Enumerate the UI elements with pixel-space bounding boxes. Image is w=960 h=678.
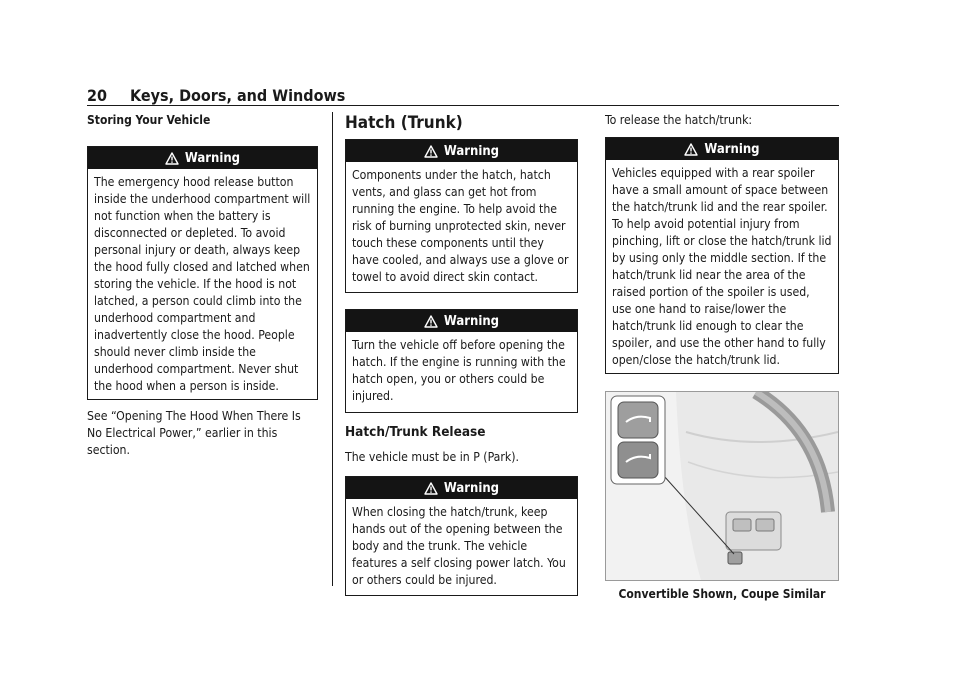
hatch-release-subheading: Hatch/Trunk Release [345,424,486,440]
page-number: 20 [87,86,108,105]
warning-label: Warning [704,141,760,157]
column-divider [332,112,333,586]
warning-label: Warning [443,313,500,329]
warning-label: Warning [184,150,241,166]
see-reference-text: See “Opening The Hood When There Is No Electrical Power,” earlier in this section. [87,409,301,457]
warning-text: Components under the hatch, hatch vents, and glass can get hot from running the engine. To help avoid the risk of burning unprotected skin, never touch these components until they have cooled, and always use a glove or towel to avoid direct skin contact. [352,168,569,284]
column-1 [87,112,318,459]
warning-triangle-icon [424,145,438,158]
warning-box-spoiler [605,137,839,374]
park-requirement-text: The vehicle must be in P (Park). [345,450,519,464]
header-rule [87,105,839,106]
warning-header [346,477,577,499]
warning-box-engine-off [345,309,578,413]
storing-vehicle-subheading: Storing Your Vehicle [87,113,211,127]
hatch-release-figure [605,391,839,581]
warning-header [88,147,317,169]
warning-label: Warning [443,143,500,159]
warning-triangle-icon [424,315,438,328]
column-2 [345,112,578,596]
warning-box-storing [87,146,318,400]
figure-caption: Convertible Shown, Coupe Similar [618,587,826,601]
door-panel-illustration [606,392,838,580]
warning-header [346,310,577,332]
warning-label: Warning [443,480,500,496]
warning-header [346,140,577,162]
release-intro-text: To release the hatch/trunk: [605,113,753,127]
warning-text: Turn the vehicle off before opening the hatch. If the engine is running with the hatch open, you or others could be injured. [352,338,566,403]
warning-box-hot-components [345,139,578,293]
column-3 [605,112,839,601]
warning-header [606,138,838,160]
warning-triangle-icon [684,143,698,156]
warning-text: The emergency hood release button inside the underhood compartment will not function when the battery is disconnected or depleted. To avoid personal injury or death, always keep the hood fully closed and latched when storing the vehicle. If the hood is not latched, a person could climb into the underhood compartment and inadvertently close the hood. People should never climb inside the underhood compartment. Never shut the hood when a person is inside. [94,175,311,393]
hatch-trunk-heading: Hatch (Trunk) [345,113,463,133]
warning-text: When closing the hatch/trunk, keep hands out of the opening between the body and the trunk. The vehicle features a self closing power latch. You or others could be injured. [352,505,566,587]
warning-triangle-icon [165,152,179,165]
warning-box-closing [345,476,578,596]
section-title: Keys, Doors, and Windows [130,86,346,105]
warning-text: Vehicles equipped with a rear spoiler have a small amount of space between the hatch/trunk lid and the rear spoiler. To help avoid potential injury from pinching, lift or close the hatch/trunk lid by using only the middle section. If the hatch/trunk lid near the area of the raised portion of the spoiler is used, use one hand to raise/lower the hatch/trunk lid enough to clear the spoiler, and use the other hand to fully open/close the hatch/trunk lid. [612,166,832,367]
warning-triangle-icon [424,482,438,495]
